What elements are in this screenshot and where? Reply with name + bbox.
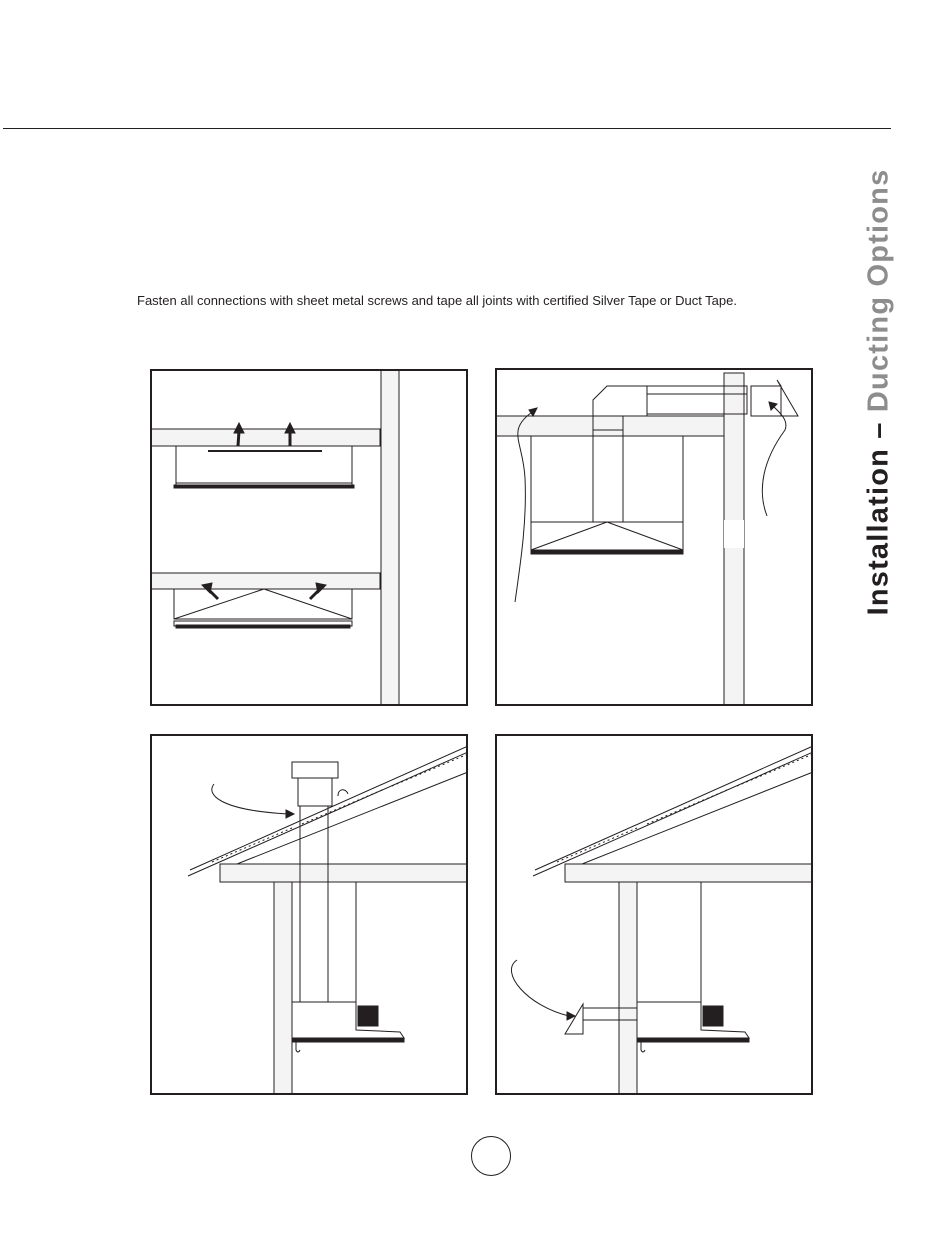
horizontal-duct-illustration — [497, 370, 813, 706]
header-rule — [3, 128, 891, 129]
section-title-accent: Ducting Options — [862, 168, 895, 413]
vertical-duct-illustration — [152, 736, 468, 1095]
instruction-text: Fasten all connections with sheet metal screws and tape all joints with certified Silver Tape or Duct Tape. — [137, 293, 737, 308]
figure-horizontal-duct-wall — [495, 368, 813, 706]
figure-recirculating — [150, 369, 468, 706]
section-title-main: Installation – — [862, 412, 895, 616]
figure-horizontal-duct-rear-wall — [495, 734, 813, 1095]
page-number-badge — [471, 1136, 511, 1176]
recirculating-illustration — [152, 371, 468, 706]
figure-vertical-duct-roof — [150, 734, 468, 1095]
rear-wall-duct-illustration — [497, 736, 813, 1095]
